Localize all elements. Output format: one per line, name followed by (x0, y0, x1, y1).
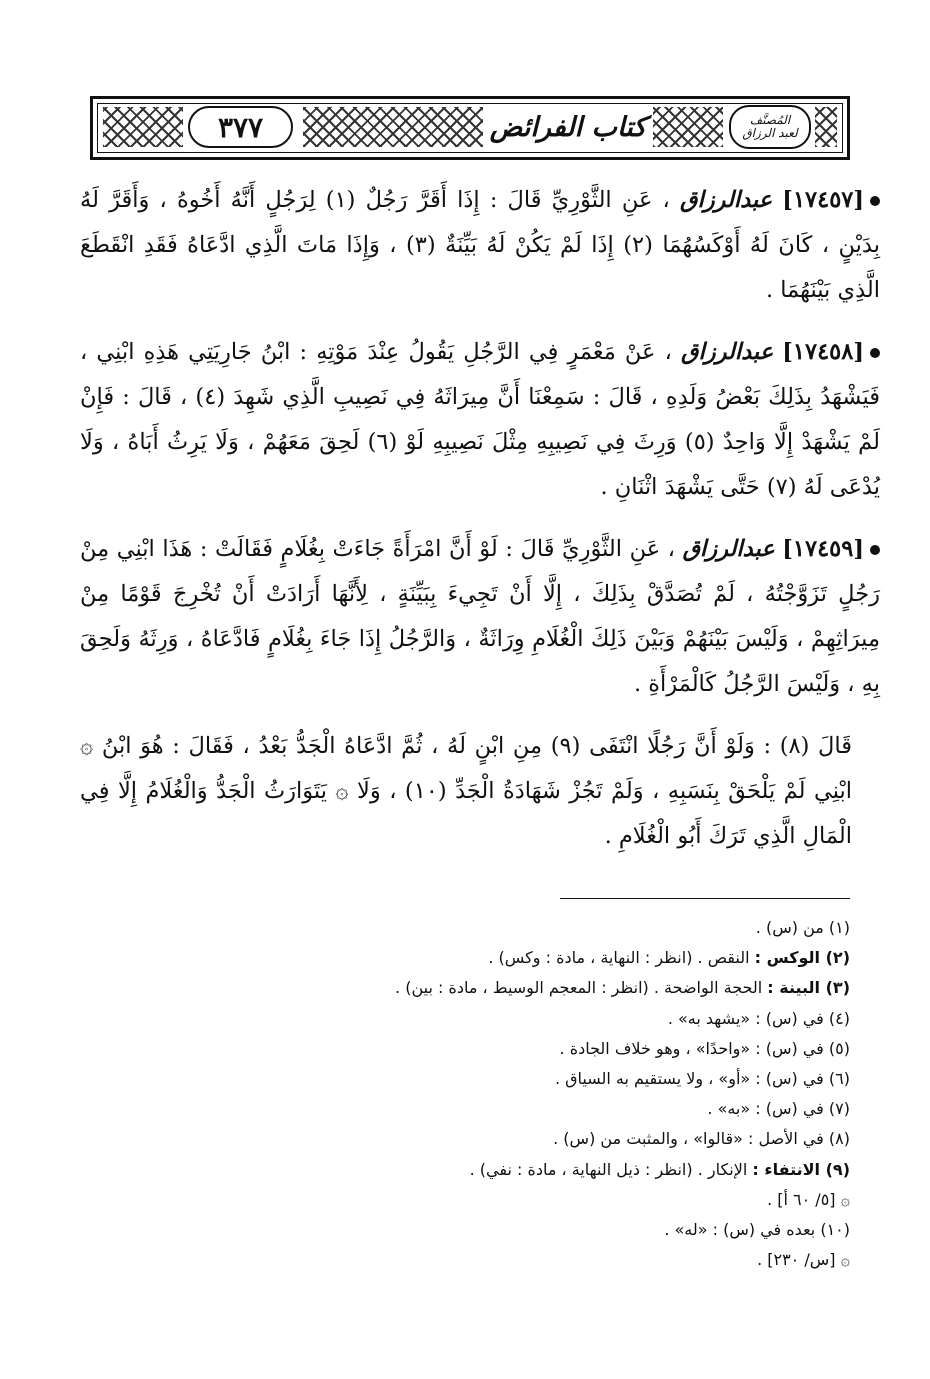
hadith-text: ، عَنِ الثَّوْرِيِّ قَالَ : لَوْ أَنَّ امْرَأَةً جَاءَتْ بِغُلَامٍ فَقَالَتْ : هَذَا ابْنِي مِنْ رَجُلٍ تَزَوَّجْتُهُ ، لَمْ تُصَدَّقْ بِذَلِكَ ، إِلَّا أَنْ تَجِيءَ بِبَيِّنَةٍ ، لِأَنَّهَا أَرَادَتْ أَنْ تُخْرِجَ قَوْمًا مِنْ مِيرَاثِهِمْ ، وَلَيْسَ بَيْنَهُمْ وَبَيْنَ ذَلِكَ الْغُلَامِ وِرَاثَةٌ ، وَالرَّجُلُ إِذَا جَاءَ بِغُلَامٍ فَادَّعَاهُ ، وَرِثَهُ وَلَحِقَ بِهِ ، وَلَيْسَ الرَّجُلُ كَالْمَرْأَةِ . (80, 536, 880, 697)
main-text (80, 178, 880, 876)
book-title: كتاب الفرائض (489, 111, 647, 143)
footnote: (٥) في (س) : «واحدًا» ، وهو خلاف الجادة . (559, 1038, 850, 1058)
footnote: (٣) البينة : الحجة الواضحة . (انظر : المعجم الوسيط ، مادة : بين) . (395, 978, 850, 998)
hadith-number: [١٧٤٥٩] (782, 536, 865, 562)
hadith-text: ، عَنْ مَعْمَرٍ فِي الرَّجُلِ يَقُولُ عِنْدَ مَوْتِهِ : ابْنُ جَارِيَتِي هَذِهِ ابْنِي ، فَيَشْهَدُ بِذَلِكَ بَعْضُ وَلَدِهِ ، قَالَ : سَمِعْنَا أَنَّ مِيرَاثَهُ فِي نَصِيبِ الَّذِي شَهِدَ (٤) ، قَالَ : فَإِنْ لَمْ يَشْهَدْ إِلَّا وَاحِدٌ (٥) وَرِثَ فِي نَصِيبِهِ مِثْلَ نَصِيبِهِ لَوْ (٦) لَحِقَ مَعَهُمْ ، وَلَا يَرِثُ أَبَاهُ ، وَلَا يُدْعَى لَهُ (٧) حَتَّى يَشْهَدَ اثْنَانِ . (80, 339, 880, 500)
hadith-entry (80, 330, 880, 510)
seal-line-1: المُصنَّف (749, 113, 791, 128)
header-ornament (103, 107, 183, 147)
hadith-number: [١٧٤٥٨] (782, 339, 865, 365)
hadith-text: ، عَنِ الثَّوْرِيِّ قَالَ : إِذَا أَقَرَّ رَجُلٌ (١) لِرَجُلٍ أَنَّهُ أَخُوهُ ، وَأَقَرَّ لَهُ بِدَيْنٍ ، كَانَ لَهُ أَوْكَسُهُمَا (٢) إِذَا لَمْ يَكُنْ لَهُ بَيِّنَةٌ (٣) ، وَإِذَا مَاتَ الَّذِي ادَّعَاهُ فَقَدِ انْقَطَعَ الَّذِي بَيْنَهُمَا . (80, 187, 880, 303)
narrator-name: عبدالرزاق (679, 187, 773, 213)
header-ornament (815, 107, 837, 147)
header-ornament (303, 107, 483, 147)
book-seal-logo (729, 105, 811, 149)
hadith-number: [١٧٤٥٧] (782, 187, 865, 213)
narrator-name: عبدالرزاق (682, 536, 775, 562)
footnote: (١) من (س) . (755, 918, 850, 937)
narrator-name: عبدالرزاق (681, 339, 774, 365)
hadith-entry (80, 178, 880, 313)
footnote: (١٠) بعده في (س) : «له» . (664, 1220, 850, 1240)
commentary-paragraph: قَالَ (٨) : وَلَوْ أَنَّ رَجُلًا انْتَفَى (٩) مِنِ ابْنٍ لَهُ ، ثُمَّ ادَّعَاهُ الْجَدُّ بَعْدُ ، فَقَالَ : هُوَ ابْنُ ۞ ابْنِي لَمْ يَلْحَقْ بِنَسَبِهِ ، وَلَمْ تَجُزْ شَهَادَةُ الْجَدِّ (١٠) ، وَلَا ۞ يَتَوَارَثُ الْجَدُّ وَالْغُلَامُ إِلَّا فِي الْمَالِ الَّذِي تَرَكَ أَبُو الْغُلَامِ . (80, 733, 853, 849)
footnote: (٤) في (س) : «يشهد به» . (667, 1008, 850, 1028)
footnotes (200, 913, 850, 1275)
bullet-icon (870, 545, 880, 555)
footnote: (٢) الوكس : النقص . (انظر : النهاية ، مادة : وكس) . (488, 948, 850, 968)
hadith-entry (80, 527, 880, 707)
page-number: ٣٧٧ (217, 110, 264, 144)
footnote: ۞ [س/ ٢٣٠] . (757, 1250, 850, 1270)
page-number-frame (188, 106, 293, 148)
bullet-icon (870, 348, 880, 358)
footnote: (٧) في (س) : «به» . (707, 1099, 850, 1119)
header-ornament (653, 107, 723, 147)
footnote: ۞ [٥/ ٦٠ أ] . (767, 1189, 850, 1209)
bullet-icon (870, 196, 880, 206)
book-title-frame (488, 106, 648, 148)
page-header (90, 96, 850, 160)
footnote: (٦) في (س) : «أو» ، ولا يستقيم به السياق . (554, 1069, 850, 1089)
footnote: (٩) الانتفاء : الإنكار . (انظر : ذيل النهاية ، مادة : نفي) . (469, 1159, 850, 1179)
footnote: (٨) في الأصل : «قالوا» ، والمثبت من (س) . (553, 1129, 850, 1149)
seal-line-2: لعبد الرزاق (742, 126, 798, 140)
footnote-divider (560, 898, 850, 899)
